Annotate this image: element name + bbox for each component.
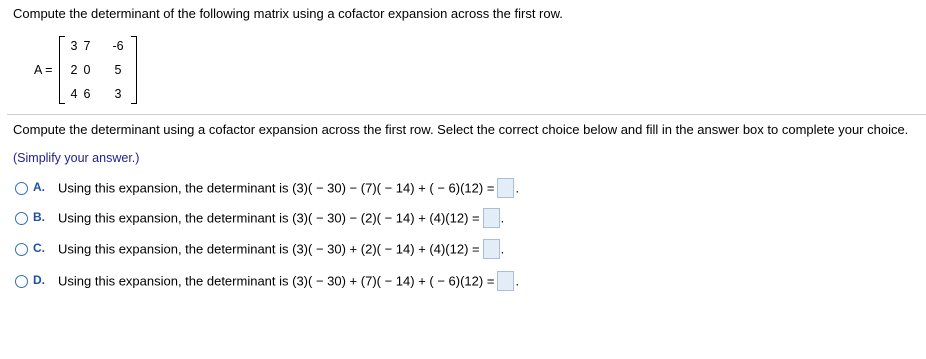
matrix-cell: 3 [70,39,78,53]
hint-text: (Simplify your answer.) [13,151,140,165]
choice-letter: B. [33,210,45,224]
matrix-cell: 2 [70,63,78,77]
matrix-cell: 5 [114,63,122,77]
choice-suffix: . [515,273,520,289]
question-text: Compute the determinant of the following matrix using a cofactor expansion across the first row. [13,6,563,21]
matrix-cell: 7 [83,39,91,53]
choice-text: Using this expansion, the determinant is (3)( − 30) − (7)( − 14) + ( − 6)(12) = [58,180,495,196]
matrix-cell: 3 [114,87,122,101]
choice-c[interactable] [15,240,915,262]
answer-box-a[interactable] [497,178,514,198]
instruction-text: Compute the determinant using a cofactor expansion across the first row. Select the correct choice below and fill in the answer box to complete your choice. [13,122,909,137]
choice-a[interactable] [15,179,915,201]
section-divider [7,114,926,115]
matrix-label: A = [34,63,53,77]
radio-button-b[interactable] [15,212,28,225]
choice-text: Using this expansion, the determinant is (3)( − 30) + (2)( − 14) + (4)(12) = [58,241,480,257]
choice-suffix: . [515,180,520,196]
choice-d[interactable] [15,272,915,294]
choice-letter: A. [33,180,45,194]
matrix-left-bracket [59,36,65,104]
choice-suffix: . [500,210,505,226]
matrix-a [34,36,144,106]
radio-button-c[interactable] [15,243,28,256]
choice-suffix: . [500,241,505,257]
answer-box-c[interactable] [483,239,500,259]
radio-button-d[interactable] [15,275,28,288]
answer-box-b[interactable] [483,208,500,228]
choice-letter: C. [33,241,45,255]
choice-text: Using this expansion, the determinant is (3)( − 30) + (7)( − 14) + ( − 6)(12) = [58,273,495,289]
matrix-cell: 4 [70,87,78,101]
radio-button-a[interactable] [15,182,28,195]
choice-b[interactable] [15,209,915,231]
matrix-cell: 6 [83,87,91,101]
matrix-right-bracket [131,36,137,104]
choice-text: Using this expansion, the determinant is (3)( − 30) − (2)( − 14) + (4)(12) = [58,210,480,226]
matrix-cell: 0 [83,63,91,77]
answer-box-d[interactable] [497,271,514,291]
matrix-cell: -6 [112,39,124,53]
choice-letter: D. [33,273,45,287]
